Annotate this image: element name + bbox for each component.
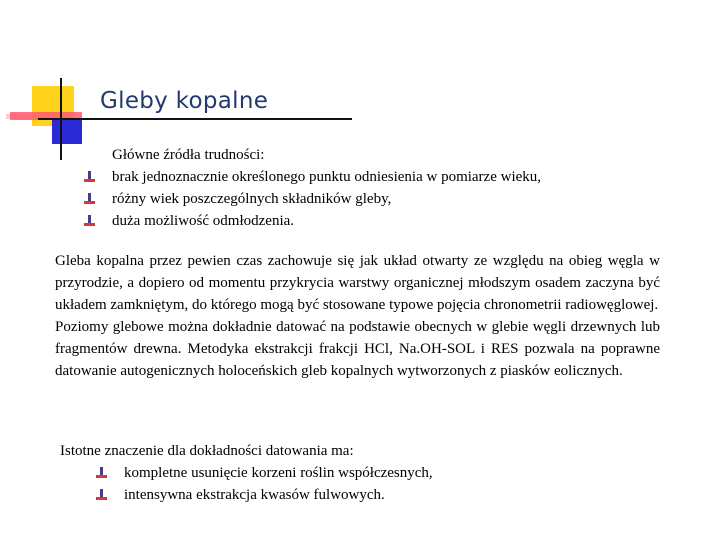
list-item <box>84 210 541 232</box>
difficulties-list <box>84 166 541 232</box>
decoration-horizontal-line <box>38 118 352 120</box>
body-text <box>55 250 660 382</box>
arrow-bullet-icon <box>84 171 95 183</box>
decoration-blue-square <box>52 118 82 144</box>
important-list <box>96 462 433 506</box>
list-item-text: duża możliwość odmłodzenia. <box>112 213 295 229</box>
arrow-bullet-icon <box>84 215 95 227</box>
arrow-bullet-icon <box>96 489 107 501</box>
list-item-text: różny wiek poszczególnych składników gleby, <box>112 191 392 207</box>
list-item <box>84 188 541 210</box>
list-item <box>84 166 541 188</box>
list-item-text: brak jednoznacznie określonego punktu odniesienia w pomiarze wieku, <box>112 169 542 185</box>
paragraph-fossil-soil: Gleba kopalna przez pewien czas zachowuje się jak układ otwarty ze względu na obieg węgla w przyrodzie, a dopiero od momentu przykrycia warstwy organicznej młodszym osadem zaczyna być układem zamkniętym, do którego mogą być stosowane typowe pojęcia chronometrii radiowęglowej. <box>55 253 660 313</box>
slide-title: Gleby kopalne <box>100 88 269 114</box>
list-item <box>96 462 433 484</box>
list-item <box>96 484 433 506</box>
arrow-bullet-icon <box>96 467 107 479</box>
important-intro: Istotne znaczenie dla dokładności datowania ma: <box>60 443 354 459</box>
difficulties-intro: Główne źródła trudności: <box>112 147 265 163</box>
paragraph-dating-method: Poziomy glebowe można dokładnie datować na podstawie obecnych w glebie węgli drzewnych lub fragmentów drewna. Metodyka ekstrakcji frakcji HCl, Na.OH-SOL i RES pozwala na poprawne datowanie autogenicznych holoceńskich gleb kopalnych wytworzonych z piasków eolicznych. <box>55 319 660 379</box>
list-item-text: kompletne usunięcie korzeni roślin współczesnych, <box>124 465 433 481</box>
arrow-bullet-icon <box>84 193 95 205</box>
list-item-text: intensywna ekstrakcja kwasów fulwowych. <box>124 487 385 503</box>
